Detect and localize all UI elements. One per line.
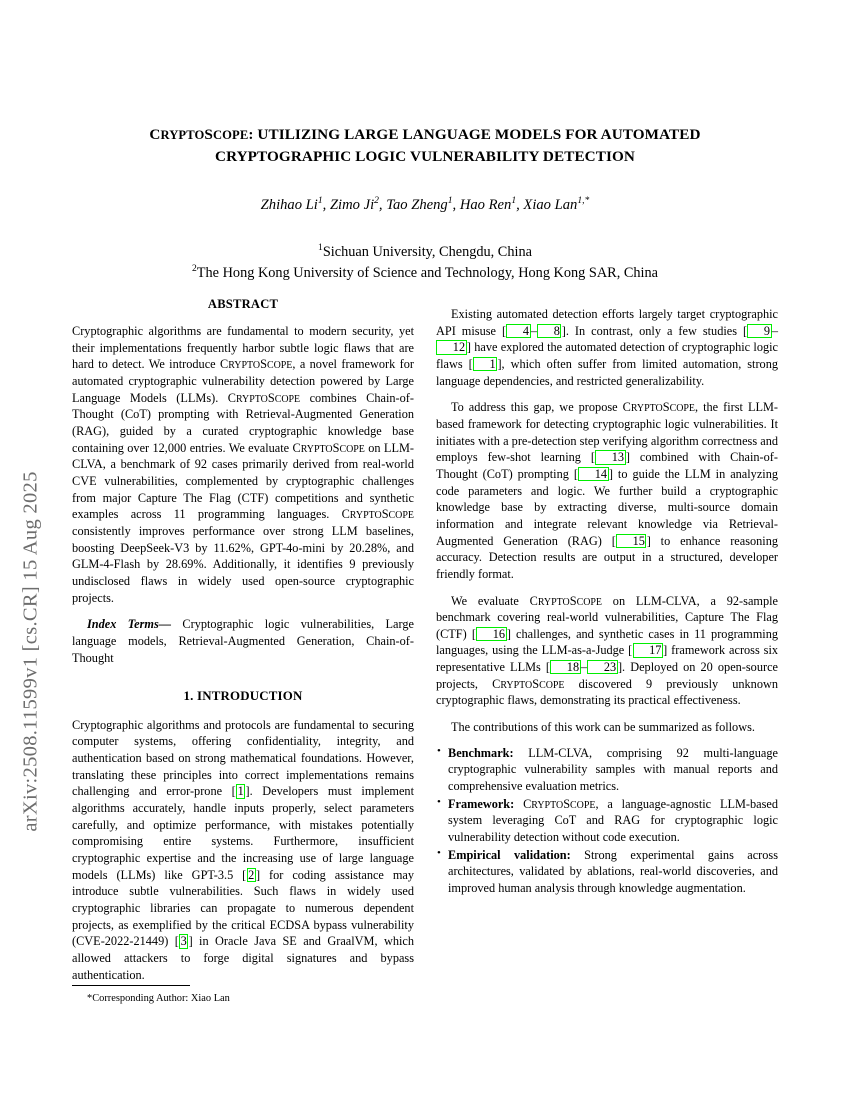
sc-small: RYPTO — [349, 510, 382, 522]
list-item — [436, 847, 778, 897]
author-affil-mark-5: 1,* — [577, 195, 590, 207]
sc-cap: S — [260, 357, 267, 372]
sc-small: COPE — [388, 510, 414, 522]
intro-paragraph-2 — [436, 306, 778, 389]
product-name-mention — [623, 400, 695, 414]
list-item — [436, 745, 778, 795]
sc-small: COPE — [539, 679, 565, 691]
product-name-mention — [530, 594, 602, 608]
sc-small: RYPTO — [531, 799, 564, 811]
intro-p1-text-b: ]. Developers must implement algorithms accurately, handle inputs properly, select parameters carefully, and optimize performance, with mistakes potentially compromising entire systems. Furthermore, insufficient cryptographic expertise and the increasing use of large language models (LLMs) like GPT-3.5 [ — [72, 784, 414, 882]
arxiv-stamp-text: arXiv:2508.11599v1 [cs.CR] 15 Aug 2025 — [19, 471, 42, 832]
title-sc-cap-1: C — [149, 126, 161, 143]
affiliation-mark-1: 1 — [318, 241, 323, 253]
author-name-3: Tao Zheng — [386, 197, 448, 214]
intro-paragraph-1 — [72, 717, 414, 984]
sc-cap: S — [267, 390, 275, 405]
citation-link-2[interactable]: 2 — [248, 867, 255, 882]
contribution-label: Framework: — [448, 796, 515, 811]
intro-p4-text-b: on LLM-CLVA, a 92-sample benchmark covering real-world vulnerabilities, Capture The Flag (CTF) [ — [436, 593, 778, 641]
sc-cap: C — [622, 400, 631, 415]
author-list — [72, 195, 778, 215]
product-name-mention — [342, 507, 414, 521]
abstract-text-c: combines Chain-of-Thought (CoT) prompting with Retrieval-Augmented Generation (RAG), guided by a curated cryptographic knowledge base containing over 12,000 entries. We evaluate — [72, 390, 414, 455]
citation-link-16[interactable]: 16 — [476, 627, 506, 641]
contribution-text-a — [514, 797, 523, 811]
affiliation-2 — [72, 263, 778, 285]
page-title — [72, 124, 778, 167]
title-line-1-rest: : UTILIZING LARGE LANGUAGE MODELS FOR AUTOMATED — [248, 126, 701, 143]
two-column-body — [72, 296, 778, 1036]
abstract-heading: ABSTRACT — [207, 297, 279, 311]
index-terms-text: Cryptographic logic vulnerabilities, Large language models, Retrieval-Augmented Generation, Chain-of-Thought — [72, 617, 414, 665]
product-name-mention — [228, 391, 300, 405]
title-sc-cap-2: S — [204, 126, 213, 143]
author-sep-3: , — [452, 197, 460, 214]
sc-cap: S — [332, 440, 340, 455]
citation-link-3[interactable]: 3 — [180, 934, 187, 949]
list-item — [436, 796, 778, 846]
right-column — [436, 296, 778, 898]
abstract-text-b: , a novel framework for automated cryptographic vulnerability detection powered by Large Language Models (LLMs). — [72, 357, 414, 405]
bullet-icon: • — [437, 745, 441, 758]
sc-small: COPE — [669, 403, 696, 415]
sc-cap: S — [381, 507, 389, 522]
citation-link-1b[interactable]: 1 — [473, 357, 497, 371]
author-name-1: Zhihao Li — [260, 197, 318, 214]
sc-small: COPE — [274, 393, 301, 405]
sc-cap: C — [292, 440, 301, 455]
contribution-label: Benchmark: — [448, 745, 514, 760]
index-terms-label: Index Terms— — [87, 617, 172, 632]
citation-link-12[interactable]: 12 — [436, 340, 466, 354]
title-product-name — [149, 126, 248, 143]
intro-p1-text-a: Cryptographic algorithms and protocols are fundamental to securing computer systems, offering confidentiality, integrity, and authentication based on strong mathematical foundations. However, translating these principles into correct implementations remains challenging and error-prone [ — [72, 717, 414, 799]
sc-small: RYPTO — [300, 443, 333, 455]
sc-small: COPE — [266, 360, 293, 372]
sc-small: COPE — [576, 596, 603, 608]
citation-link-17[interactable]: 17 — [633, 643, 663, 657]
sc-cap: C — [492, 676, 501, 691]
bullet-icon: • — [437, 847, 441, 860]
abstract-paragraph — [72, 323, 414, 606]
product-name-mention — [492, 677, 564, 691]
bullet-icon: • — [437, 796, 441, 809]
sc-cap: S — [563, 796, 571, 811]
citation-link-8[interactable]: 8 — [537, 324, 561, 338]
author-name-4: Hao Ren — [459, 197, 512, 214]
abstract-text-e: consistently improves performance over strong LLM baselines, boosting DeepSeek-V3 by 11.62%, GPT-4o-mini by 20.28%, and GLM-4-Flash by 28.69%. Additionally, it identifies 9 previously undisclosed flaws in widely used open-source cryptographic projects. — [72, 523, 414, 605]
citation-link-4[interactable]: 4 — [506, 324, 530, 338]
title-line-2: CRYPTOGRAPHIC LOGIC VULNERABILITY DETECTION — [215, 147, 635, 165]
sc-cap: C — [523, 796, 532, 811]
sc-small: RYPTO — [537, 596, 570, 608]
intro-p2-text-c: ] have explored the automated detection of cryptographic logic flaws [ — [436, 340, 778, 371]
citation-link-1[interactable]: 1 — [237, 784, 244, 799]
footnote-rule — [72, 985, 190, 986]
intro-p4-text-e: ]. Deployed on 20 open-source projects, — [436, 660, 778, 691]
author-affil-mark-2: 2 — [374, 195, 379, 207]
author-affil-mark-4: 1 — [511, 195, 517, 207]
intro-p2-text-a: Existing automated detection efforts largely target cryptographic API misuse [ — [436, 307, 778, 338]
sc-small: RYPTO — [235, 393, 268, 405]
intro-p2-text-b: ]. In contrast, only a few studies [ — [561, 323, 748, 338]
title-sc-small-1: RYPTO — [160, 128, 205, 142]
citation-range-dash: – — [530, 323, 537, 338]
sc-cap: S — [662, 400, 670, 415]
contribution-text: LLM-CLVA, comprising 92 multi-language cryptographic vulnerability samples with manual reports and comprehensive evaluation metrics. — [448, 745, 778, 794]
sc-cap: C — [529, 593, 538, 608]
index-terms-paragraph — [72, 616, 414, 666]
author-affil-mark-1: 1 — [317, 195, 323, 207]
sc-cap: C — [219, 357, 229, 372]
introduction-heading: 1. INTRODUCTION — [183, 689, 303, 704]
contributions-list — [436, 745, 778, 897]
title-block — [72, 124, 778, 285]
intro-p3-text-e: ] to enhance reasoning accuracy. Detection results are output in a structured, developer friendly format. — [436, 533, 778, 581]
product-name-mention — [523, 797, 595, 811]
citation-link-18[interactable]: 18 — [550, 660, 580, 674]
contribution-text: Strong experimental gains across architectures, validated by ablations, real-world discoveries, and improved human analysis through knowledge augmentation. — [448, 847, 778, 895]
intro-paragraph-4 — [436, 593, 778, 710]
citation-link-14[interactable]: 14 — [578, 467, 608, 481]
citation-link-15[interactable]: 15 — [616, 534, 646, 548]
intro-p4-text-a: We evaluate — [451, 593, 530, 608]
author-sep-1: , — [322, 197, 330, 214]
citation-link-9[interactable]: 9 — [747, 324, 771, 338]
citation-link-23[interactable]: 23 — [587, 660, 617, 674]
affiliation-list — [72, 242, 778, 285]
sc-cap: C — [227, 390, 236, 405]
sc-small: RYPTO — [630, 403, 663, 415]
footnote — [72, 985, 414, 1006]
footnote-text: *Corresponding Author: Xiao Lan — [87, 993, 230, 1004]
title-sc-small-2: COPE — [212, 128, 249, 142]
citation-range-dash: – — [771, 323, 778, 338]
sc-small: COPE — [570, 799, 596, 811]
affiliation-text-1: Sichuan University, Chengdu, China — [322, 243, 532, 260]
intro-paragraph-5: The contributions of this work can be summarized as follows. — [451, 720, 755, 735]
intro-p1-text-c: ] for coding assistance may introduce subtle vulnerabilities. Such flaws in widely used cryptographic libraries can propagate to numerous dependent projects, as exemplified by the critical ECDSA bypass vulnerability (CVE-2022-21449) [ — [72, 867, 414, 949]
intro-p3-text-d: ] to guide the LLM in analyzing code parameters and logic. We further build a cryptographic knowledge base by extracting diverse, multi-source domain information and integrate relevant knowledge via Retrieval-Augmented Generation (RAG) [ — [436, 466, 778, 548]
product-name-mention — [292, 441, 364, 455]
product-name-mention — [220, 357, 292, 371]
abstract-text-a: Cryptographic algorithms are fundamental to modern security, yet their implementations frequently harbor subtle logic flaws that are hard to detect. We introduce — [72, 324, 414, 372]
abstract-text-d: on LLM-CLVA, a benchmark of 92 cases primarily derived from real-world CVE vulnerabilities, complemented by cryptographic challenges from major Capture The Flag (CTF) competitions and synthetic examples across 11 programming languages. — [72, 440, 414, 522]
sc-cap: S — [569, 593, 577, 608]
contribution-label: Empirical validation: — [448, 847, 571, 862]
intro-p4-text-f: discovered 9 previously unknown cryptographic flaws, demonstrating its practical effectiveness. — [436, 676, 778, 708]
sc-small: RYPTO — [500, 679, 533, 691]
affiliation-mark-2: 2 — [192, 263, 197, 275]
author-sep-2: , — [378, 197, 387, 214]
author-sep-4: , — [516, 197, 524, 214]
intro-p2-text-d: ], which often suffer from limited automation, strong language dependencies, and restricted generalizability. — [436, 356, 779, 388]
intro-p3-text-c: ] combined with Chain-of-Thought (CoT) prompting [ — [436, 450, 778, 481]
affiliation-text-2: The Hong Kong University of Science and Technology, Hong Kong SAR, China — [196, 265, 658, 282]
citation-link-13[interactable]: 13 — [595, 450, 625, 464]
sc-cap: S — [532, 676, 540, 691]
sc-cap: C — [341, 507, 350, 522]
intro-p4-text-d: ] framework across six representative LLMs [ — [436, 643, 779, 675]
citation-range-dash: – — [580, 660, 588, 675]
sc-small: COPE — [339, 443, 365, 455]
left-column — [72, 296, 414, 983]
sc-small: RYPTO — [228, 360, 261, 372]
intro-p4-text-c: ] challenges, and synthetic cases in 11 programming languages, using the LLM-as-a-Judge [ — [436, 626, 778, 658]
intro-p1-text-d: ] in Oracle Java SE and GraalVM, which allowed attackers to forge digital signatures and bypass authentication. — [72, 934, 414, 982]
author-name-2: Zimo Ji — [329, 197, 375, 214]
author-name-5: Xiao Lan — [523, 197, 578, 214]
intro-p3-text-a: To address this gap, we propose — [451, 400, 623, 415]
affiliation-1 — [72, 242, 778, 264]
author-affil-mark-3: 1 — [447, 195, 453, 207]
contribution-text-b: , a language-agnostic LLM-based system leveraging CoT and RAG for cryptographic logic vulnerability detection without code execution. — [448, 796, 778, 845]
intro-p3-text-b: , the first LLM-based framework for detecting cryptographic logic vulnerabilities. It initiates with a pre-detection step verifying algorithm correctness and employs few-shot learning [ — [436, 400, 778, 465]
intro-paragraph-3 — [436, 399, 778, 582]
